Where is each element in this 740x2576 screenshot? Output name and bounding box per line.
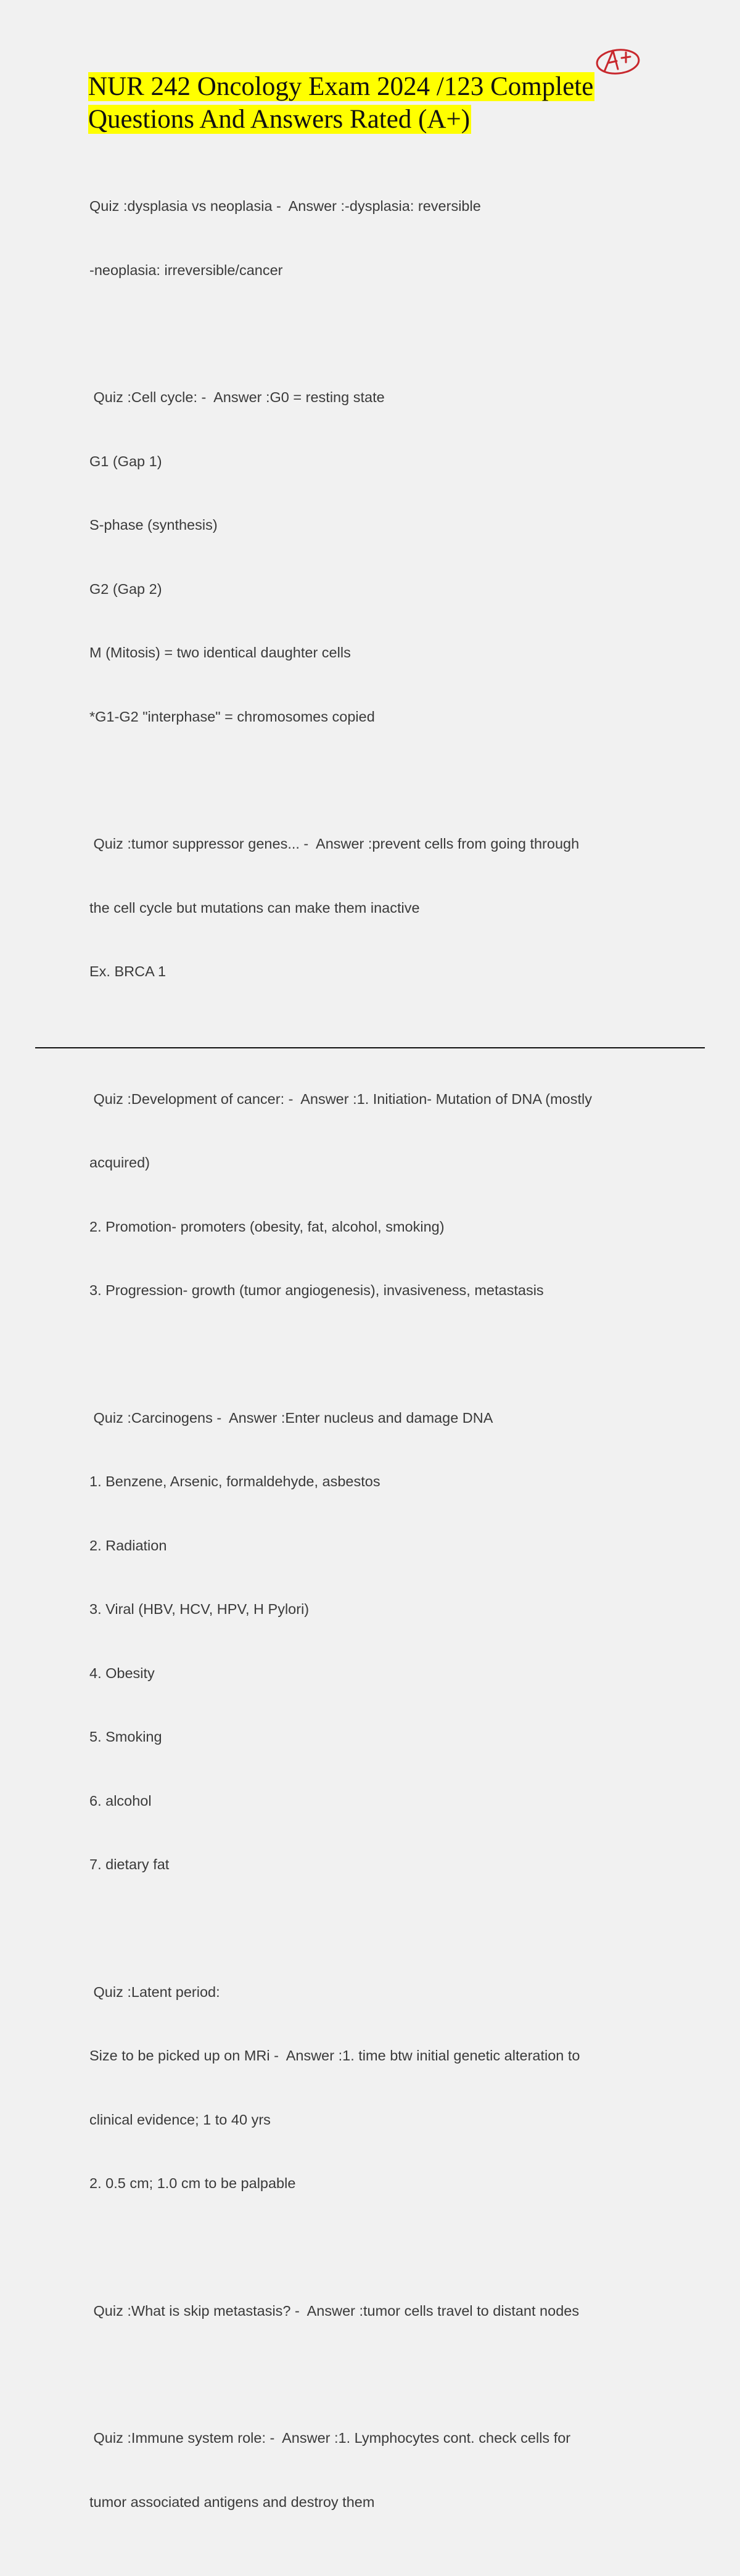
qa-item (89, 1365, 663, 1918)
qa-line: Quiz :Carcinogens - Answer :Enter nucleus and damage DNA (89, 1409, 493, 1426)
qa-line: 4. Obesity (89, 1665, 155, 1681)
qa-line: Quiz :Cell cycle: - Answer :G0 = resting state (89, 389, 385, 405)
qa-line: Size to be picked up on MRi - Answer :1. time btw initial genetic alteration to (89, 2047, 580, 2064)
title-line-1: NUR 242 Oncology Exam 2024 /123 Complete (88, 72, 594, 101)
qa-line: *G1-G2 "interphase" = chromosomes copied (89, 708, 375, 725)
qa-line: S-phase (synthesis) (89, 517, 218, 533)
qa-line: Quiz :Development of cancer: - Answer :1. Initiation- Mutation of DNA (mostly (89, 1090, 592, 1107)
qa-list (89, 153, 663, 2576)
qa-line: 2. Radiation (89, 1537, 167, 1553)
document-title (88, 70, 680, 136)
qa-line: 2. 0.5 cm; 1.0 cm to be palpable (89, 2175, 296, 2191)
qa-item (89, 153, 663, 323)
qa-line: 5. Smoking (89, 1729, 162, 1745)
qa-line: G2 (Gap 2) (89, 580, 162, 597)
qa-line: 6. alcohol (89, 1792, 152, 1809)
qa-line: acquired) (89, 1154, 150, 1171)
title-line-2: Questions And Answers Rated (A+) (88, 105, 471, 134)
qa-line: M (Mitosis) = two identical daughter cells (89, 644, 351, 660)
title-highlight (88, 72, 594, 134)
qa-line: Quiz :What is skip metastasis? - Answer :tumor cells travel to distant nodes (89, 2302, 580, 2319)
qa-line: 2. Promotion- promoters (obesity, fat, alcohol, smoking) (89, 1218, 445, 1235)
qa-line: 7. dietary fat (89, 1856, 170, 1872)
qa-line: clinical evidence; 1 to 40 yrs (89, 2111, 271, 2128)
qa-line: the cell cycle but mutations can make them inactive (89, 899, 420, 916)
qa-item (89, 344, 663, 770)
qa-line: G1 (Gap 1) (89, 453, 162, 469)
qa-line: -neoplasia: irreversible/cancer (89, 261, 283, 278)
qa-item (89, 1046, 663, 1344)
qa-line: Quiz :Immune system role: - Answer :1. Lymphocytes cont. check cells for (89, 2430, 571, 2446)
qa-line: 3. Progression- growth (tumor angiogenesis), invasiveness, metastasis (89, 1282, 544, 1298)
qa-line: Quiz :Latent period: (89, 1983, 220, 2000)
qa-line: Quiz :dysplasia vs neoplasia - Answer :-dysplasia: reversible (89, 198, 481, 214)
qa-line: Ex. BRCA 1 (89, 963, 166, 979)
qa-line: 3. Viral (HBV, HCV, HPV, H Pylori) (89, 1601, 310, 1617)
qa-line: tumor associated antigens and destroy them (89, 2493, 375, 2510)
qa-item (89, 1939, 663, 2237)
qa-line: Quiz :tumor suppressor genes... - Answer :prevent cells from going through (89, 836, 580, 852)
qa-line: 1. Benzene, Arsenic, formaldehyde, asbestos (89, 1473, 380, 1489)
qa-item (89, 2258, 663, 2364)
qa-item (89, 2385, 663, 2555)
page-bottom-rule (35, 1047, 705, 1048)
qa-item (89, 791, 663, 1025)
